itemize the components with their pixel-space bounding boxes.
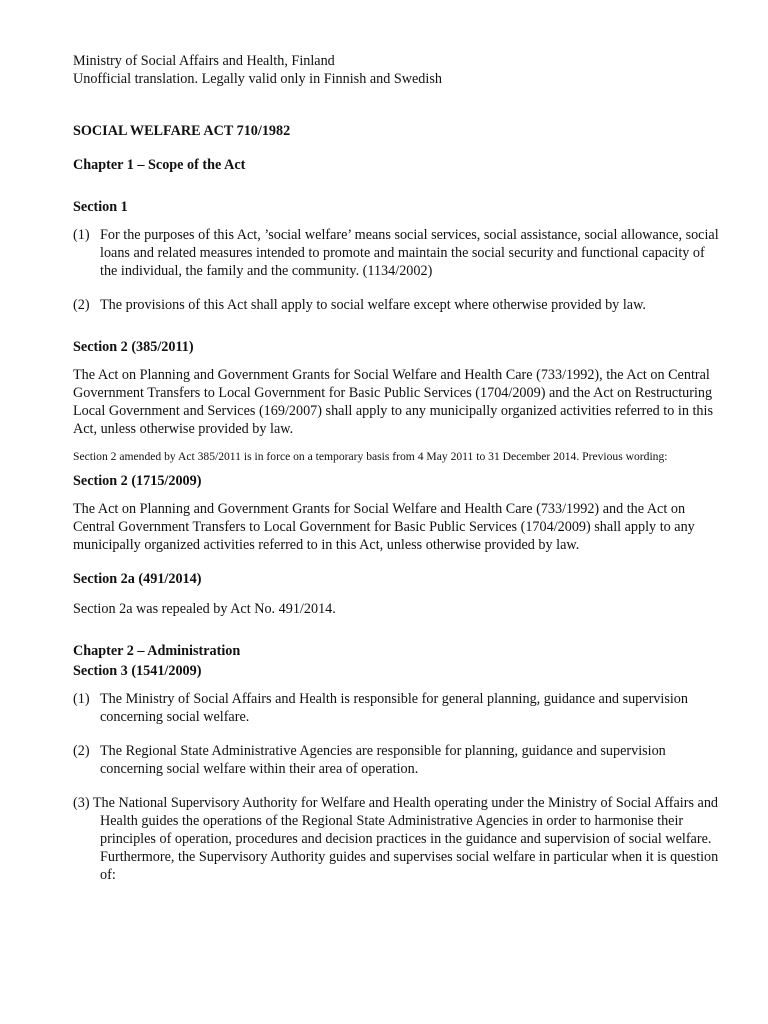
item-text: The Ministry of Social Affairs and Health is responsible for general planning, guidance and supervision concerning social welfare. xyxy=(100,690,688,725)
section-3-item-1 xyxy=(73,690,721,726)
document-page xyxy=(73,52,721,884)
chapter-1-title: Chapter 1 – Scope of the Act xyxy=(73,157,246,173)
item-number: (2) xyxy=(73,742,90,759)
item-text: The Regional State Administrative Agencies are responsible for planning, guidance and supervision concerning social welfare within their area of operation. xyxy=(100,742,666,777)
section-1-title: Section 1 xyxy=(73,199,128,215)
section-2-text: The Act on Planning and Government Grants for Social Welfare and Health Care (733/1992), the Act on Central Government Transfers to Local Government for Basic Public Services (1704/2009) and the Act on Restructuring Local Government and Services (169/2007) shall apply to any municipally organized activities referred to in this Act, unless otherwise provided by law. xyxy=(73,367,713,437)
item-number: (1) xyxy=(73,690,90,707)
item-number: (3) xyxy=(73,794,90,811)
section-2-old-title: Section 2 (1715/2009) xyxy=(73,472,202,489)
section-3-item-2 xyxy=(73,742,721,778)
header-translation-note: Unofficial translation. Legally valid only in Finnish and Swedish xyxy=(73,71,442,87)
section-2-amendment-note: Section 2 amended by Act 385/2011 is in force on a temporary basis from 4 May 2011 to 31 December 2014. Previous wording: xyxy=(73,450,668,463)
item-text: For the purposes of this Act, ’social welfare’ means social services, social assistance, social allowance, social loans and related measures intended to promote and maintain the social security and functional capacity of the individual, the family and the community. (1134/2002) xyxy=(100,227,719,279)
header-ministry: Ministry of Social Affairs and Health, Finland xyxy=(73,53,335,69)
section-2-old-text: The Act on Planning and Government Grants for Social Welfare and Health Care (733/1992) and the Act on Central Government Transfers to Local Government for Basic Public Services (1704/2009) shall apply to any municipally organized activities referred to in this Act, unless otherwise provided by law. xyxy=(73,500,695,553)
section-2a-text: Section 2a was repealed by Act No. 491/2014. xyxy=(73,600,336,617)
item-number: (2) xyxy=(73,297,90,313)
section-2-title: Section 2 (385/2011) xyxy=(73,339,194,355)
chapter-2-title: Chapter 2 – Administration xyxy=(73,642,241,659)
section-1-item-1 xyxy=(73,226,721,280)
item-text: The provisions of this Act shall apply to social welfare except where otherwise provided by law. xyxy=(100,297,646,313)
item-text: The National Supervisory Authority for Welfare and Health operating under the Ministry of Social Affairs and Health guides the operations of the Regional State Administrative Agencies in order to harmonise their principles of operation, procedures and decision practices in the guidance and supervision of social welfare. Furthermore, the Supervisory Authority guides and supervises social welfare in particular when it is question of: xyxy=(92,794,719,883)
section-1-item-2 xyxy=(73,296,721,314)
section-3-title: Section 3 (1541/2009) xyxy=(73,662,202,679)
section-3-item-3 xyxy=(73,794,721,884)
act-title: SOCIAL WELFARE ACT 710/1982 xyxy=(73,123,291,139)
item-number: (1) xyxy=(73,227,90,243)
section-2a-title: Section 2a (491/2014) xyxy=(73,570,202,587)
